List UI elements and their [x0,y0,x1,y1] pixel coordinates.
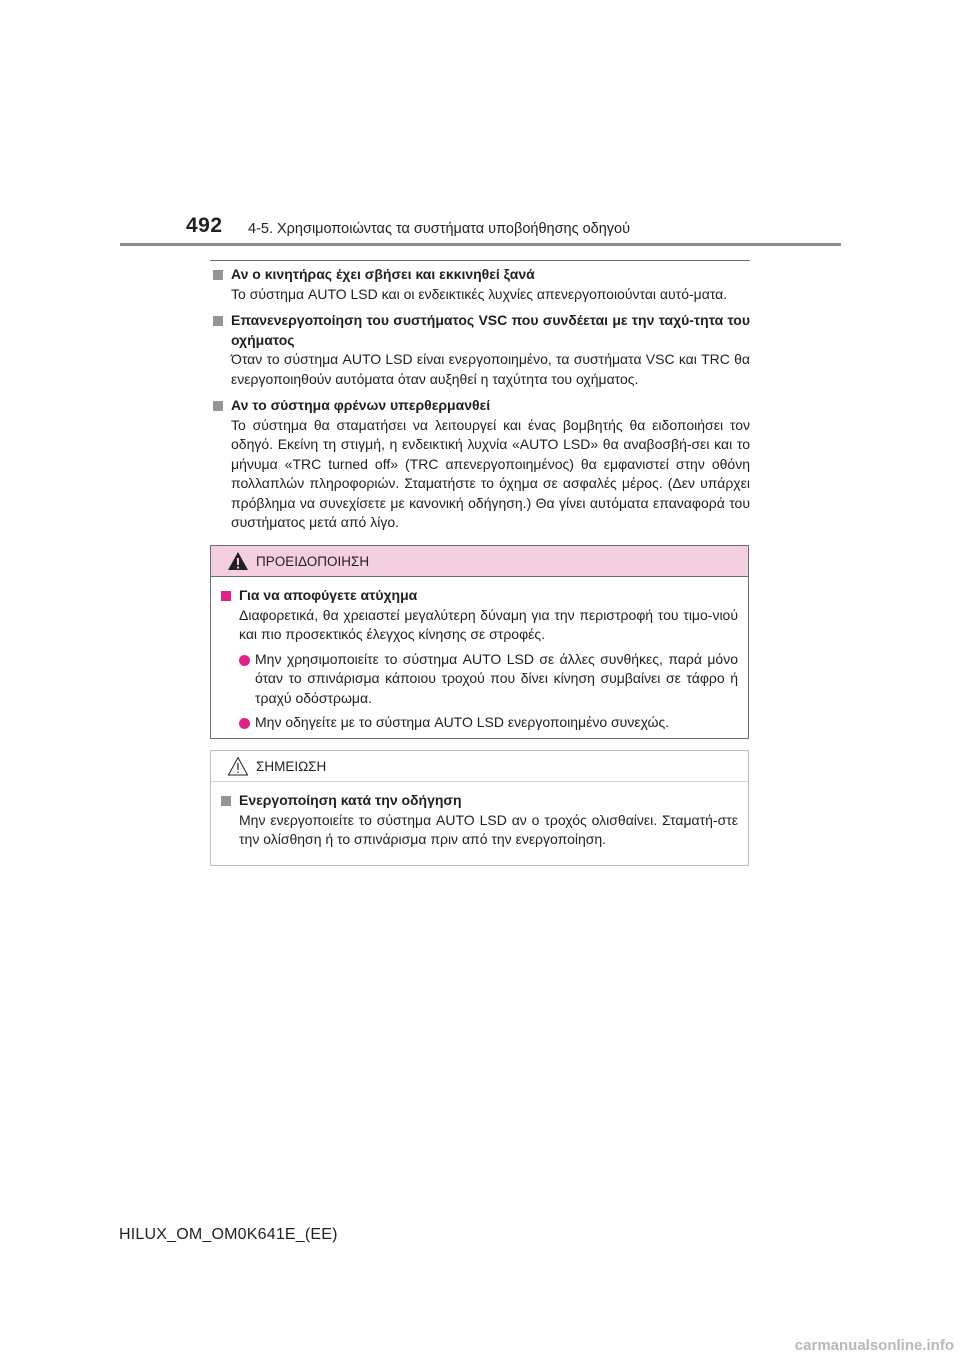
square-bullet-icon [221,796,231,806]
notice-section-title: Ενεργοποίηση κατά την οδήγηση [221,791,738,811]
notice-box [210,750,749,866]
warning-bullet: Μην οδηγείτε με το σύστημα AUTO LSD ενεργοποιημένο συνεχώς. [221,713,738,733]
section-vsc-reactivation [210,311,750,389]
main-content [210,265,750,540]
notice-text: Μην ενεργοποιείτε το σύστημα AUTO LSD αν ο τροχός ολισθαίνει. Σταματή-στε την ολίσθηση ή το σπινάρισμα πριν από την ενεργοποίηση. [239,811,738,847]
circle-bullet-icon [239,655,250,666]
warning-bullet: Μην χρησιμοποιείτε το σύστημα AUTO LSD σε άλλες συνθήκες, παρά μόνο όταν το σπινάρισμα κάποιου τροχού που δίνει κίνηση συμβαίνει σε τάφρο ή τραχύ οδόστρωμα. [221,650,738,709]
warning-label: ΠΡΟΕΙΔΟΠΟΙΗΣΗ [256,554,370,569]
warning-section-title: Για να αποφύγετε ατύχημα [221,586,738,606]
circle-bullet-icon [239,718,250,729]
section-title: Αν το σύστημα φρένων υπερθερμανθεί [213,396,750,416]
section-engine-restart [210,265,750,304]
section-body: Όταν το σύστημα AUTO LSD είναι ενεργοποιημένο, τα συστήματα VSC και TRC θα ενεργοποιηθούν αυτόματα όταν αυξηθεί η ταχύτητα του οχήματος. [231,351,750,387]
page-header [0,0,960,250]
section-body: Το σύστημα AUTO LSD και οι ενδεικτικές λυχνίες απενεργοποιούνται αυτό-ματα. [231,285,728,302]
watermark-text: carmanualsonline.info [794,1337,954,1354]
section-title: Επανενεργοποίηση του συστήματος VSC που συνδέεται με την ταχύ-τητα του οχήματος [213,311,750,350]
square-bullet-icon [213,316,223,326]
section-brake-overheat [210,396,750,533]
header-rule [120,243,841,246]
section-divider [210,260,750,261]
page-number: 492 [186,214,223,237]
warning-box [210,545,749,739]
warning-text: Διαφορετικά, θα χρειαστεί μεγαλύτερη δύναμη για την περιστροφή του τιμο-νιού και πιο προσεκτικός έλεγχος κίνησης σε στροφές. [239,606,738,642]
warning-body [211,577,748,733]
section-title: Αν ο κινητήρας έχει σβήσει και εκκινηθεί ξανά [213,265,750,285]
square-bullet-icon [221,591,231,601]
notice-header [211,751,748,782]
document-code: HILUX_OM_OM0K641E_(EE) [119,1226,338,1243]
watermark [786,1335,960,1358]
square-bullet-icon [213,270,223,280]
notice-body [211,782,748,850]
section-body: Το σύστημα θα σταματήσει να λειτουργεί και ένας βομβητής θα ειδοποιήσει τον οδηγό. Εκείνη τη στιγμή, η ενδεικτική λυχνία «AUTO LSD» θα αναβοσβή-σει και το μήνυμα «TRC turned off» (TRC απενεργοποιημένος) θα εμφανιστεί στην οθόνη πολλαπλών πληροφοριών. Σταματήστε το όχημα σε ασφαλές μέρος. (Δεν υπάρχει πρόβλημα να συνεχίσετε με κανονική οδήγηση.) Θα γίνει αυτόματα επαναφορά του συστήματος μετά από λίγο. [231,416,750,530]
notice-label: ΣΗΜΕΙΩΣΗ [256,759,327,774]
notice-triangle-icon [227,756,249,776]
warning-header [211,546,748,577]
chapter-title: 4-5. Χρησιμοποιώντας τα συστήματα υποβοήθησης οδηγού [248,221,631,237]
warning-triangle-icon [227,551,249,571]
square-bullet-icon [213,401,223,411]
